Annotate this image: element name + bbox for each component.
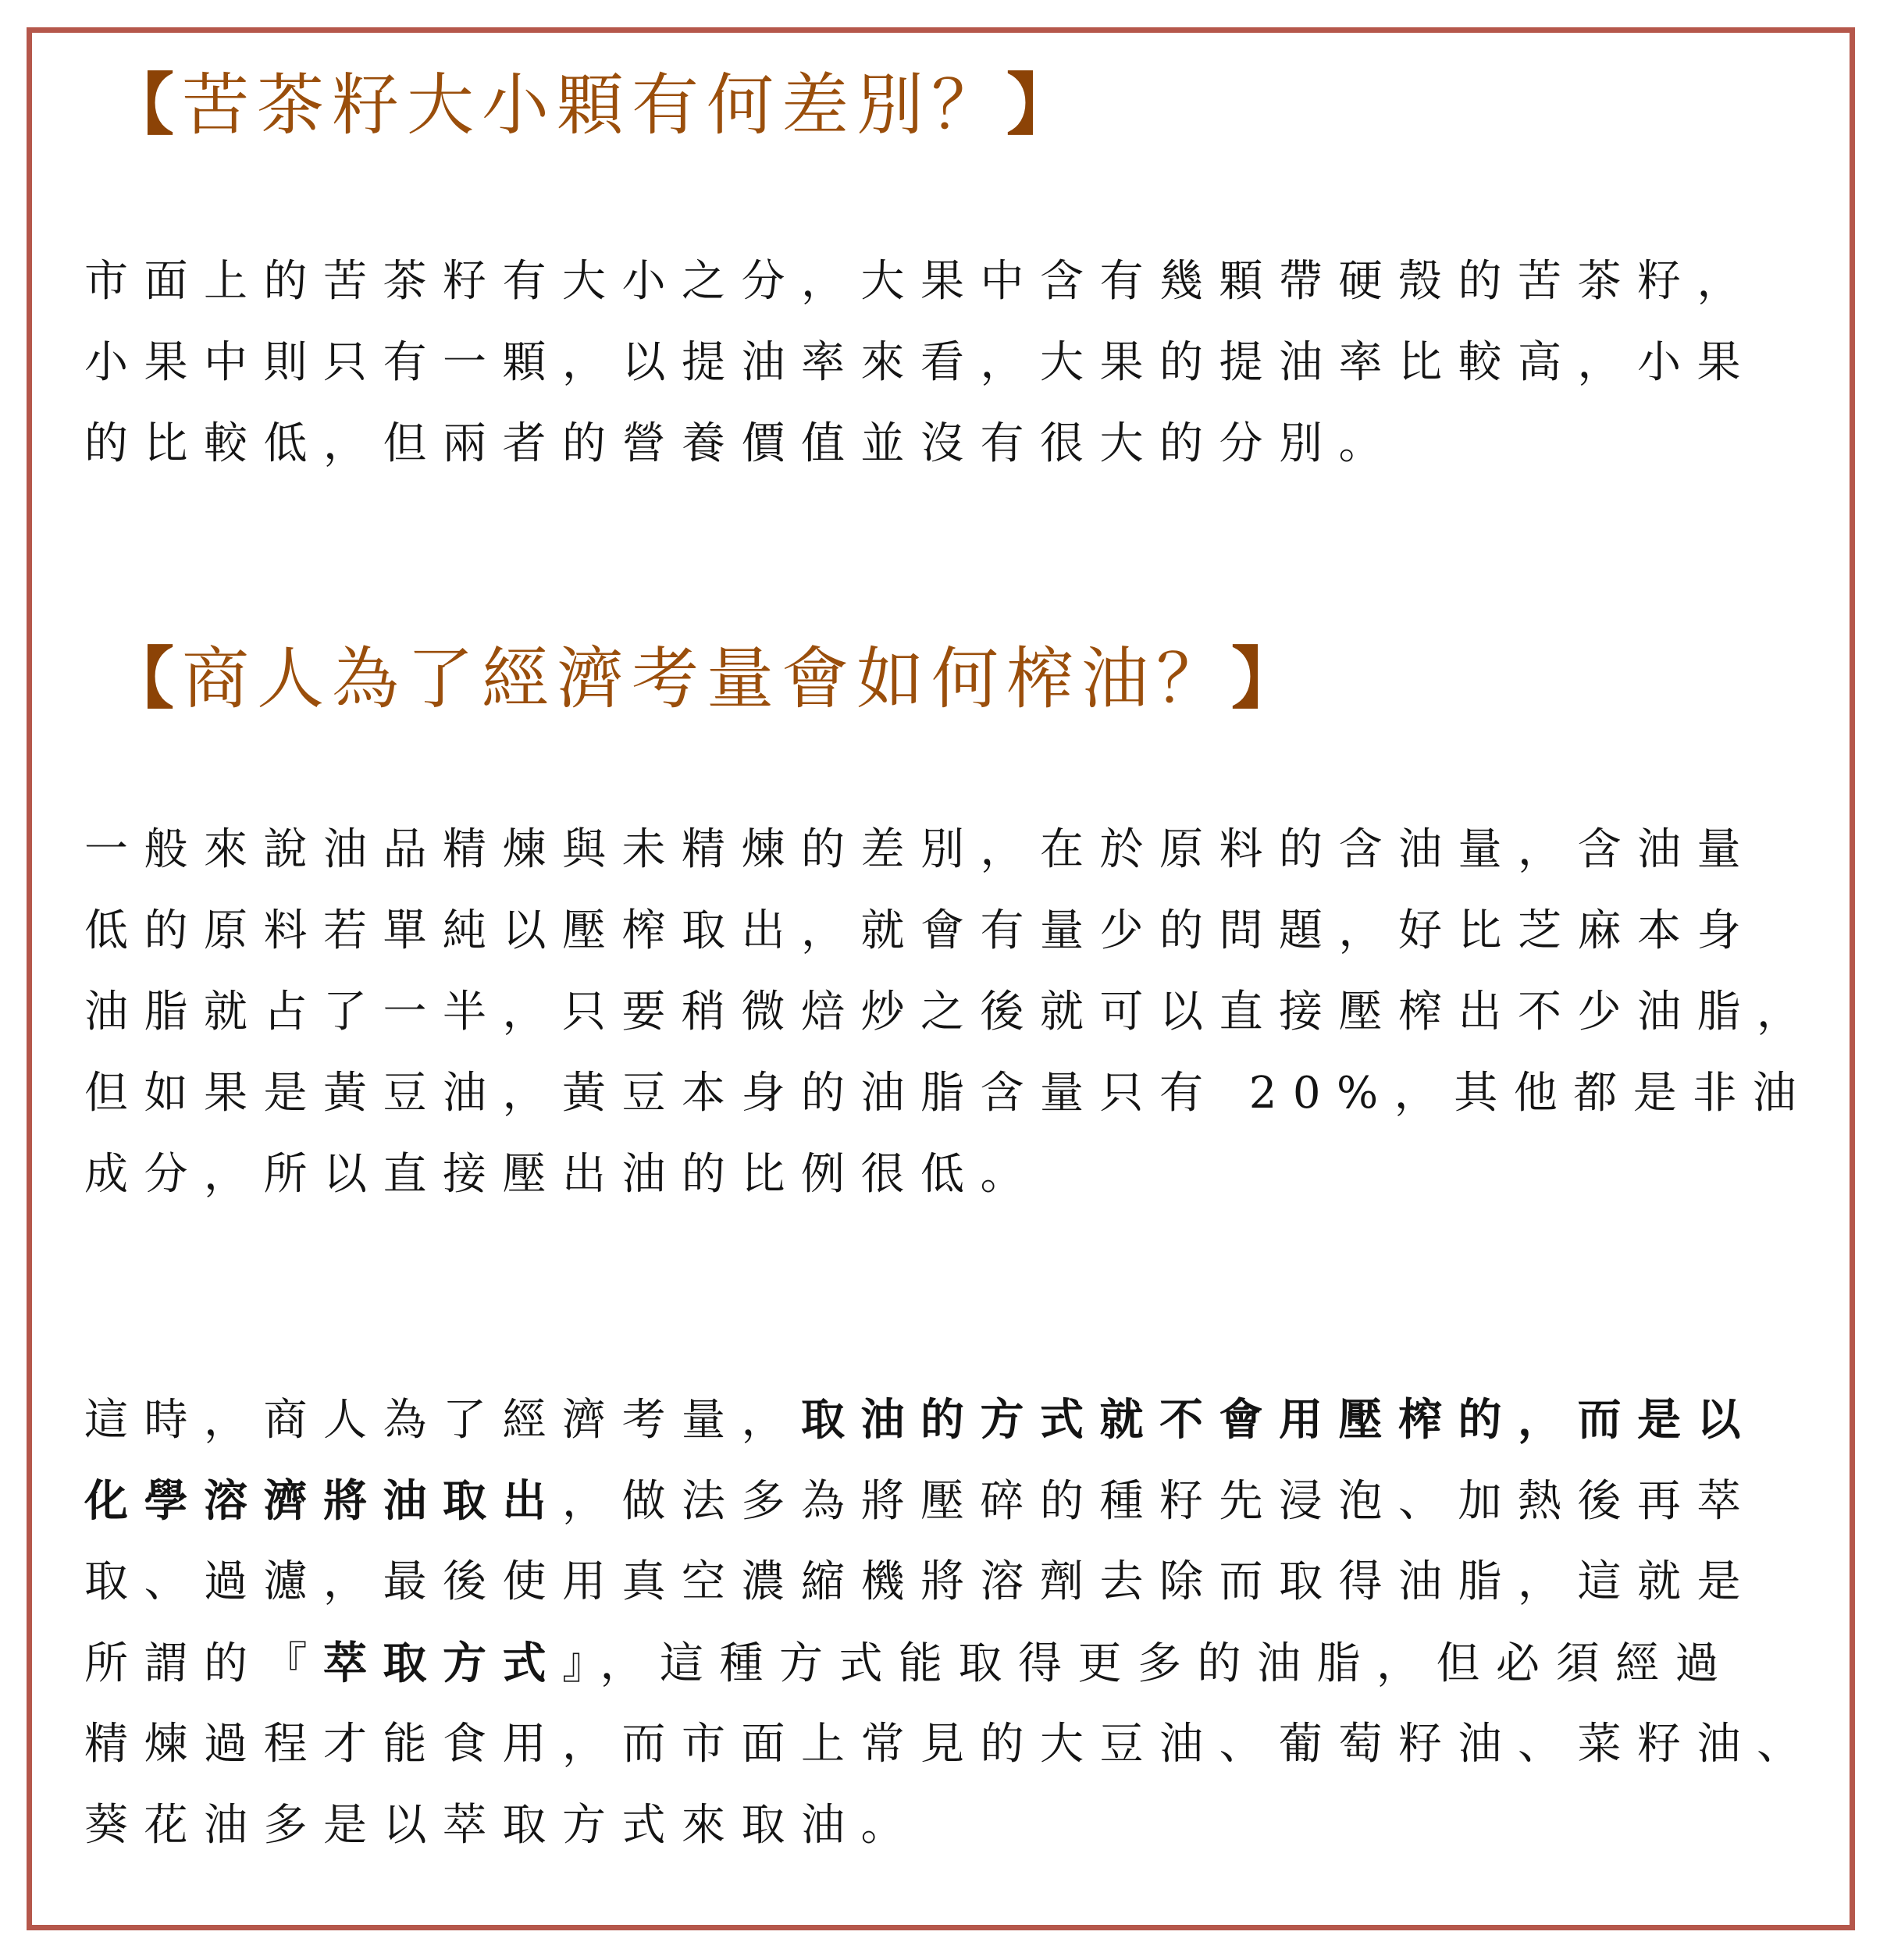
text-run: 所謂的『: [84, 1638, 323, 1689]
heading-text: 商人為了經濟考量會如何榨油？: [182, 640, 1231, 718]
paragraph-line: 一般來說油品精煉與未精煉的差別，在於原料的含油量，含油量: [84, 824, 1757, 875]
paragraph-line: 精煉過程才能食用，而市面上常見的大豆油、葡萄籽油、菜籽油、: [84, 1719, 1817, 1770]
bold-text: 取油的方式就不會用壓榨的，而是以: [801, 1394, 1757, 1446]
paragraph-chemical-extraction: [84, 1379, 1817, 1866]
paragraph-line: [84, 1460, 1817, 1542]
paragraph-line: 的比較低，但兩者的營養價值並沒有很大的分別。: [84, 418, 1398, 469]
section-heading-oil-extraction: [107, 636, 1306, 722]
paragraph-line: 但如果是黃豆油，黃豆本身的油脂含量只有 20%，其他都是非油: [84, 1068, 1813, 1119]
section-heading-seed-size: [107, 62, 1081, 148]
paragraph-line: 成分，所以直接壓出油的比例很低。: [84, 1149, 1040, 1200]
paragraph-line: 取、過濾，最後使用真空濃縮機將溶劑去除而取得油脂，這就是: [84, 1556, 1757, 1607]
paragraph-line: 油脂就占了一半，只要稍微焙炒之後就可以直接壓榨出不少油脂，: [84, 987, 1817, 1037]
paragraph-seed-size: [84, 241, 1757, 485]
heading-close-bracket: 】: [1006, 66, 1081, 144]
bold-text: 化學溶濟將油取出: [84, 1475, 562, 1527]
paragraph-line: [84, 1379, 1817, 1460]
text-run: 』，這種方式能取得更多的油脂，但必須經過: [562, 1638, 1735, 1689]
bold-text: 萃取方式: [323, 1638, 562, 1689]
heading-text: 苦茶籽大小顆有何差別？: [182, 66, 1006, 144]
heading-open-bracket: 【: [107, 639, 182, 718]
paragraph-refining: [84, 809, 1817, 1215]
paragraph-line: 小果中則只有一顆，以提油率來看，大果的提油率比較高，小果: [84, 337, 1757, 388]
paragraph-line: 葵花油多是以萃取方式來取油。: [84, 1800, 920, 1851]
text-run: 這時，商人為了經濟考量，: [84, 1395, 801, 1446]
heading-close-bracket: 】: [1231, 639, 1306, 718]
paragraph-line: 低的原料若單純以壓榨取出，就會有量少的問題，好比芝麻本身: [84, 905, 1757, 956]
paragraph-line: [84, 1623, 1817, 1704]
paragraph-line: 市面上的苦茶籽有大小之分，大果中含有幾顆帶硬殼的苦茶籽，: [84, 256, 1757, 307]
heading-open-bracket: 【: [107, 66, 182, 144]
text-run: ，做法多為將壓碎的種籽先浸泡、加熱後再萃: [562, 1476, 1757, 1527]
